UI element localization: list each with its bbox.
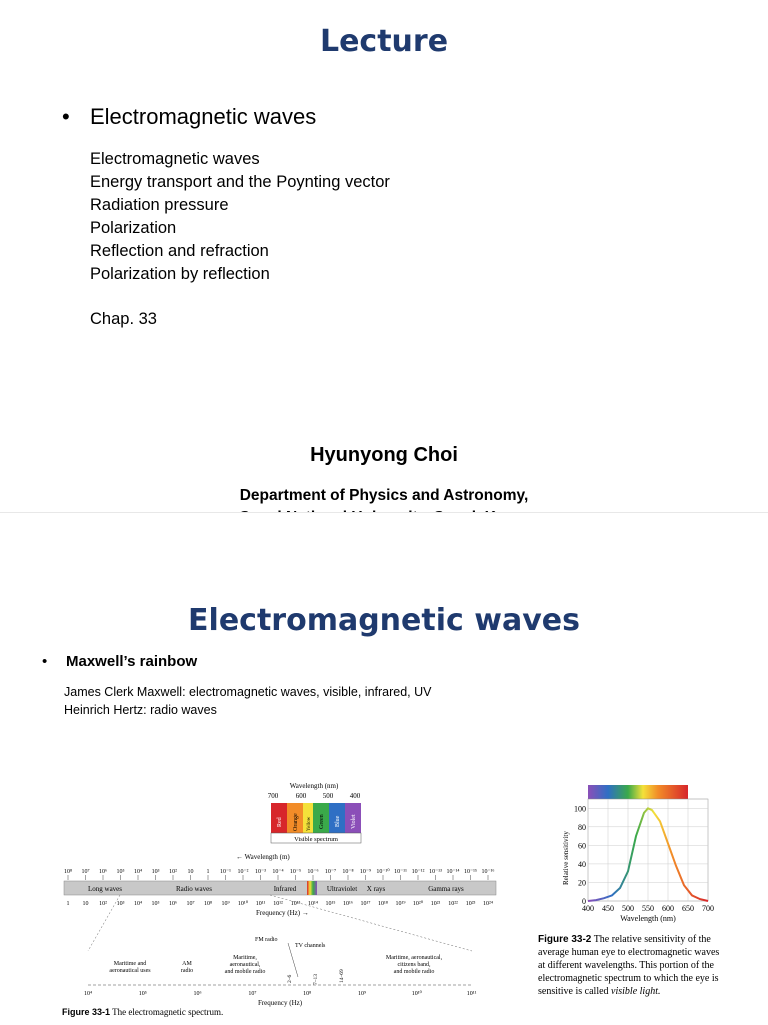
color-label: Orange <box>293 813 299 831</box>
maxwell-bullet <box>42 653 197 670</box>
frequency-tick: 10¹⁸ <box>378 901 388 907</box>
region-label: Long waves <box>87 885 123 893</box>
frequency-label: Frequency (Hz) → <box>256 909 309 917</box>
chapter-label: Chap. 33 <box>90 310 157 328</box>
region-label: Infrared <box>273 885 297 893</box>
x-axis-label: Wavelength (nm) <box>620 914 676 923</box>
frequency-tick: 10¹⁵ <box>325 901 336 907</box>
color-label: Red <box>277 817 283 827</box>
maxwell-line: James Clerk Maxwell: electromagnetic waves, visible, infrared, UV <box>64 685 432 699</box>
frequency-tick: 10¹² <box>273 901 283 907</box>
topic-item: Electromagnetic waves <box>90 150 260 168</box>
topic-item: Radiation pressure <box>90 196 229 214</box>
figure2-number: Figure 33-2 <box>538 934 592 945</box>
main-bullet-text: Electromagnetic waves <box>90 104 317 129</box>
lower-frequency-tick: 10¹⁰ <box>411 991 422 997</box>
author-name: Hyunyong Choi <box>310 444 458 466</box>
lower-frequency-tick: 10⁶ <box>193 991 202 997</box>
frequency-tick: 10¹⁹ <box>395 901 406 907</box>
x-tick-label: 550 <box>642 904 654 913</box>
frequency-tick: 10¹³ <box>290 901 301 907</box>
wavelength-tick: 10⁻¹⁶ <box>481 869 495 875</box>
color-label: Blue <box>335 815 341 827</box>
wavelength-tick: 10⁸ <box>63 869 73 875</box>
region-label: Radio waves <box>176 885 212 893</box>
history-text <box>64 683 432 719</box>
frequency-tick: 10¹⁰ <box>237 901 249 907</box>
lower-frequency-tick: 10¹¹ <box>466 991 477 997</box>
topic-item: Polarization <box>90 219 177 237</box>
hertz-line: Heinrich Hertz: radio waves <box>64 703 217 717</box>
region-label: Gamma rays <box>428 885 464 893</box>
region-label: Ultraviolet <box>326 885 358 893</box>
wavelength-tick: 10⁴ <box>133 869 143 875</box>
maritime-label: Maritime and aeronautical uses <box>109 961 151 974</box>
wavelength-tick: 10⁻⁸ <box>342 869 354 875</box>
wavelength-tick: 10⁻¹² <box>411 869 425 875</box>
frequency-tick: 10²² <box>448 901 458 907</box>
nm-tick: 500 <box>322 792 334 800</box>
x-tick-label: 650 <box>682 904 694 913</box>
x-tick-label: 450 <box>602 904 614 913</box>
frequency-tick: 10³ <box>116 901 125 907</box>
x-tick-label: 500 <box>622 904 634 913</box>
y-tick-label: 20 <box>578 878 586 888</box>
visible-slice <box>307 881 317 895</box>
wavelength-tick: 10⁻² <box>237 869 249 875</box>
figure2-text: The relative sensitivity of the average human eye to electromagnetic waves at different wavelengths. This portion of the electromagnetic spectrum to which the eye is sensitive is called <box>538 934 720 997</box>
topic-item: Energy transport and the Poynting vector <box>90 173 390 191</box>
color-label: Green <box>319 814 325 829</box>
wavelength-tick-row <box>64 868 495 880</box>
nm-tick: 600 <box>295 792 307 800</box>
color-label: Violet <box>351 814 357 829</box>
region-label: X rays <box>366 885 386 893</box>
wavelength-tick: 1 <box>206 869 210 875</box>
y-ticks <box>574 804 586 906</box>
lower-frequency-tick: 10⁷ <box>248 991 257 997</box>
maxwell-bullet-text: Maxwell’s rainbow <box>66 653 198 670</box>
wavelength-m-label: ← Wavelength (m) <box>236 853 290 861</box>
y-axis-label: Relative sensitivity <box>562 831 570 885</box>
figure2-italic: visible light. <box>611 986 661 997</box>
figure1-number: Figure 33-1 <box>62 1007 111 1017</box>
frequency-tick-row <box>67 900 493 907</box>
y-tick-label: 60 <box>578 841 586 851</box>
slide-title: Electromagnetic waves <box>188 603 580 638</box>
wavelength-tick: 10⁻⁷ <box>324 869 337 875</box>
x-ticks <box>582 904 714 913</box>
lower-frequency-tick: 10⁸ <box>303 991 312 997</box>
dept-line1: Department of Physics and Astronomy, <box>239 487 529 504</box>
frequency-tick: 10²¹ <box>430 901 441 907</box>
visible-spectrum-label: Visible spectrum <box>294 836 338 843</box>
frequency-tick: 10¹¹ <box>255 901 266 907</box>
wavelength-tick: 10⁵ <box>116 869 125 875</box>
em-spectrum-figure <box>60 779 500 1007</box>
frequency-tick: 10² <box>99 901 107 907</box>
wavelength-tick: 10 <box>187 869 194 875</box>
color-label: Yellow <box>307 816 312 831</box>
wavelength-tick: 10⁻⁵ <box>289 869 302 875</box>
tv-band-label: 14–69 <box>339 969 345 983</box>
figure1-caption <box>62 1007 223 1017</box>
x-tick-label: 400 <box>582 904 594 913</box>
frequency-tick: 10²³ <box>465 901 476 907</box>
wavelength-tick: 10⁻¹³ <box>429 869 442 875</box>
wavelength-tick: 10⁻⁶ <box>307 869 319 875</box>
bullet-dot: • <box>62 104 70 129</box>
nm-tick: 400 <box>349 792 361 800</box>
frequency-tick: 10¹⁶ <box>343 901 353 907</box>
wavelength-tick: 10⁻³ <box>255 869 266 875</box>
tv-channels-label: TV channels <box>295 943 326 949</box>
lower-frequency-tick: 10⁹ <box>357 991 367 997</box>
slide-em-waves <box>0 512 768 1025</box>
lower-frequency-ticks <box>84 990 477 997</box>
frequency-tick: 1 <box>66 901 70 907</box>
wavelength-tick: 10⁻¹⁵ <box>463 869 478 875</box>
y-tick-label: 80 <box>578 822 586 832</box>
frequency-tick: 10⁹ <box>221 901 230 907</box>
x-tick-label: 600 <box>662 904 674 913</box>
figure2-caption <box>538 933 728 998</box>
am-radio-label: AM radio <box>180 961 194 974</box>
slide-lecture <box>0 0 768 512</box>
spectrum-strip <box>588 785 688 799</box>
bullet-dot: • <box>42 653 48 670</box>
tv-band-label: 7–13 <box>313 974 319 985</box>
topic-list <box>90 148 390 286</box>
wavelength-tick: 10⁻¹⁰ <box>376 869 390 875</box>
nm-tick: 700 <box>267 792 279 800</box>
wavelength-tick: 10⁻¹⁴ <box>446 869 460 875</box>
wavelength-tick: 10⁶ <box>98 869 108 875</box>
frequency-tick: 10⁵ <box>151 901 160 907</box>
frequency-tick: 10 <box>82 901 89 907</box>
y-tick-label: 40 <box>578 859 586 869</box>
wavelength-tick: 10⁻¹¹ <box>394 869 407 875</box>
wavelength-nm-label: Wavelength (nm) <box>289 782 339 790</box>
page-title: Lecture <box>319 24 449 59</box>
eye-sensitivity-chart <box>558 783 718 923</box>
wavelength-tick: 10⁻⁴ <box>272 869 284 875</box>
wavelength-tick: 10⁻¹ <box>220 869 231 875</box>
frequency-tick: 10²⁰ <box>412 901 424 907</box>
tv-band-label: 2–6 <box>287 974 293 983</box>
topic-item: Polarization by reflection <box>90 265 270 283</box>
y-tick-label: 0 <box>582 897 586 906</box>
lower-frequency-tick: 10⁵ <box>138 991 147 997</box>
frequency-tick: 10¹⁴ <box>308 901 318 907</box>
y-tick-label: 100 <box>574 804 586 814</box>
figure1-text: The electromagnetic spectrum. <box>112 1007 224 1017</box>
fm-radio-label: FM radio <box>255 937 278 943</box>
main-bullet <box>62 104 316 130</box>
lower-frequency-label: Frequency (Hz) <box>257 999 303 1007</box>
wavelength-tick: 10⁷ <box>81 869 90 875</box>
frequency-tick: 10²⁴ <box>483 901 493 907</box>
frequency-tick: 10⁸ <box>203 901 213 907</box>
wavelength-tick: 10³ <box>151 869 160 875</box>
frequency-tick: 10⁶ <box>168 901 178 907</box>
wavelength-tick: 10⁻⁹ <box>359 869 372 875</box>
citizens-band-label: Maritime, aeronautical, citizens band, and mobile radio <box>385 955 443 975</box>
frequency-tick: 10⁷ <box>186 901 195 907</box>
x-tick-label: 700 <box>702 904 714 913</box>
frequency-tick: 10¹⁷ <box>360 901 371 907</box>
wavelength-tick: 10² <box>169 869 177 875</box>
lower-frequency-tick: 10⁴ <box>83 991 93 997</box>
frequency-tick: 10⁴ <box>133 901 143 907</box>
topic-item: Reflection and refraction <box>90 242 269 260</box>
mobile-radio-label: Maritime, aeronautical, and mobile radio <box>224 955 266 975</box>
